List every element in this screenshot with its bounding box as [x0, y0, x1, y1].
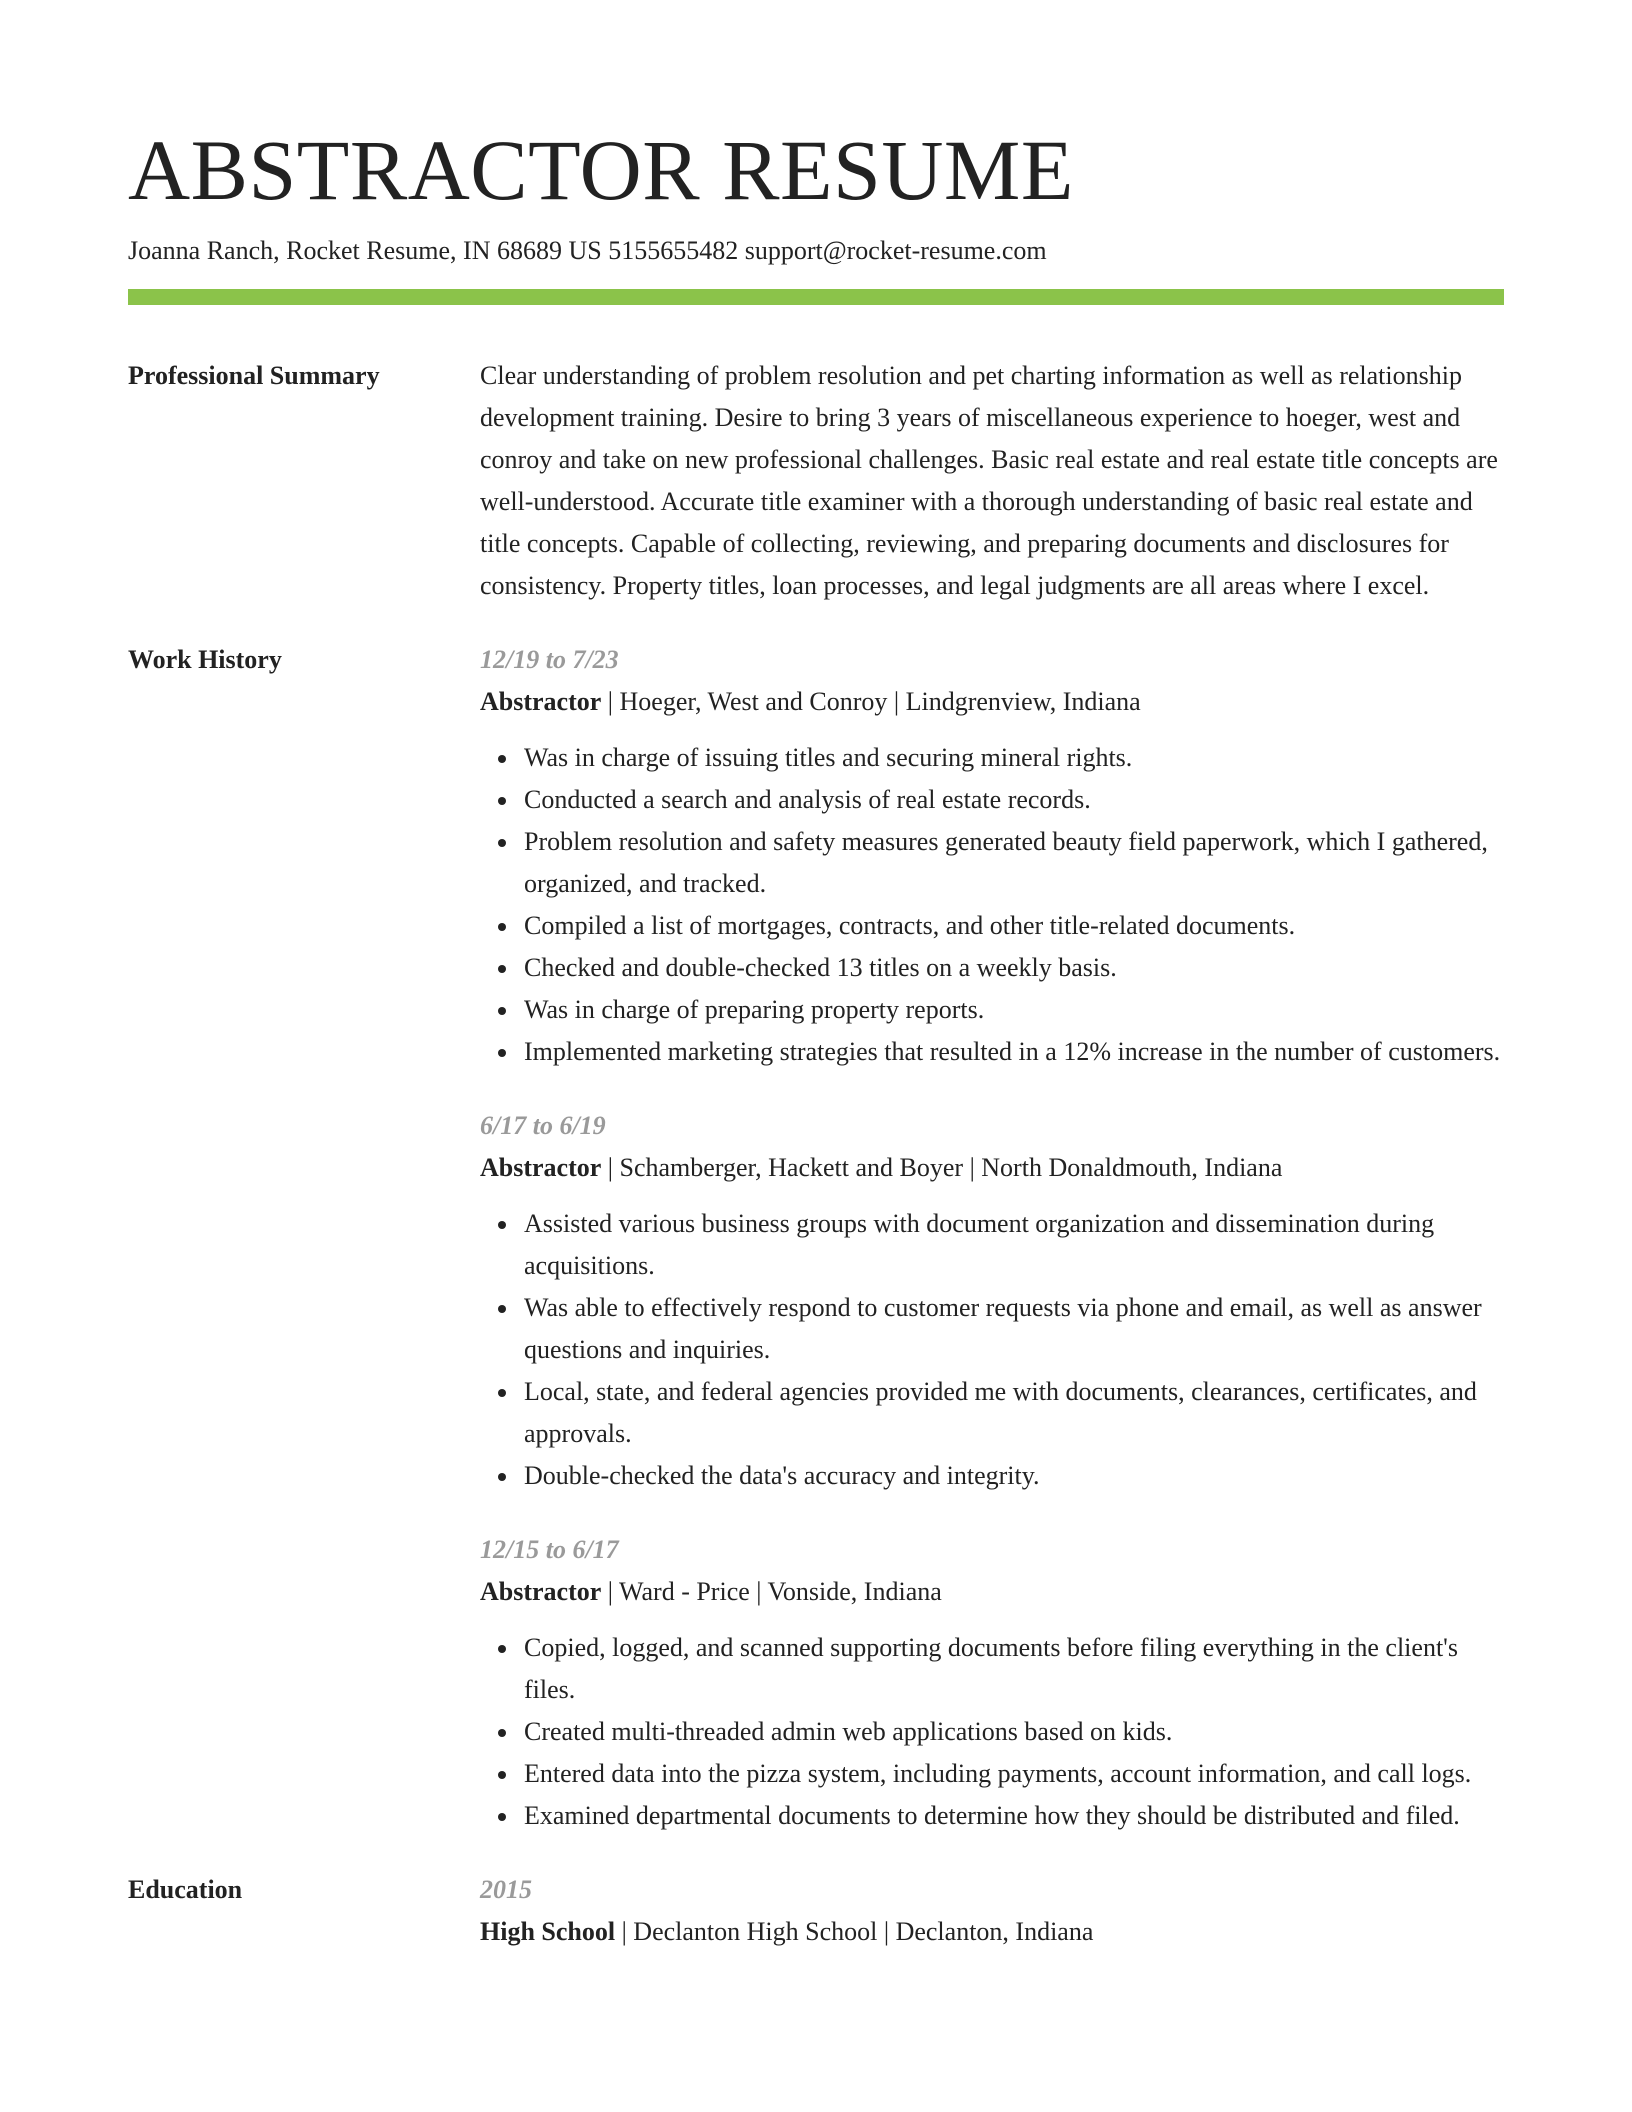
job-details: | Ward - Price | Vonside, Indiana [601, 1577, 942, 1606]
section-label: Education [128, 1875, 243, 1904]
education-details: | Declanton High School | Declanton, Indiana [615, 1917, 1094, 1946]
job-entry [480, 1529, 1504, 1837]
bullet-item: Entered data into the pizza system, including payments, account information, and call logs. [524, 1753, 1504, 1795]
education-section [128, 1869, 1504, 1953]
job-role-line [480, 681, 1504, 723]
bullet-item: Created multi-threaded admin web applications based on kids. [524, 1711, 1504, 1753]
job-details: | Hoeger, West and Conroy | Lindgrenview, Indiana [601, 687, 1141, 716]
resume-page [128, 0, 1504, 1953]
bullet-item: Assisted various business groups with document organization and dissemination during acquisitions. [524, 1203, 1504, 1287]
section-label: Work History [128, 645, 282, 674]
bullet-item: Double-checked the data's accuracy and integrity. [524, 1455, 1504, 1497]
bullet-item: Conducted a search and analysis of real estate records. [524, 779, 1504, 821]
job-bullets [480, 737, 1504, 1073]
bullet-item: Was able to effectively respond to customer requests via phone and email, as well as answer questions and inquiries. [524, 1287, 1504, 1371]
bullet-item: Checked and double-checked 13 titles on a weekly basis. [524, 947, 1504, 989]
job-details: | Schamberger, Hackett and Boyer | North Donaldmouth, Indiana [601, 1153, 1283, 1182]
section-label: Professional Summary [128, 361, 380, 390]
job-dates: 6/17 to 6/19 [480, 1111, 606, 1140]
header-divider [128, 289, 1504, 305]
job-dates: 12/15 to 6/17 [480, 1535, 619, 1564]
job-entry [480, 1105, 1504, 1497]
job-title: Abstractor [480, 687, 602, 716]
job-title: Abstractor [480, 1577, 602, 1606]
job-dates: 12/19 to 7/23 [480, 645, 619, 674]
bullet-item: Compiled a list of mortgages, contracts, and other title-related documents. [524, 905, 1504, 947]
job-title: Abstractor [480, 1153, 602, 1182]
education-degree: High School [480, 1917, 616, 1946]
bullet-item: Examined departmental documents to determine how they should be distributed and filed. [524, 1795, 1504, 1837]
resume-title: ABSTRACTOR RESUME [128, 122, 1074, 218]
bullet-item: Was in charge of issuing titles and securing mineral rights. [524, 737, 1504, 779]
bullet-item: Implemented marketing strategies that resulted in a 12% increase in the number of customers. [524, 1031, 1504, 1073]
work-history-section [128, 639, 1504, 1837]
education-year: 2015 [480, 1875, 532, 1904]
job-entry [480, 639, 1504, 1073]
job-role-line [480, 1147, 1504, 1189]
bullet-item: Problem resolution and safety measures generated beauty field paperwork, which I gathered, organized, and tracked. [524, 821, 1504, 905]
job-bullets [480, 1627, 1504, 1837]
job-bullets [480, 1203, 1504, 1497]
job-role-line [480, 1571, 1504, 1613]
education-line [480, 1911, 1504, 1953]
bullet-item: Was in charge of preparing property reports. [524, 989, 1504, 1031]
summary-text: Clear understanding of problem resolution and pet charting information as well as relationship development training. Desire to bring 3 years of miscellaneous experience to hoeger, west and conroy and take on new professional challenges. Basic real estate and real estate title concepts are well-understood. Accurate title examiner with a thorough understanding of basic real estate and title concepts. Capable of collecting, reviewing, and preparing documents and disclosures for consistency. Property titles, loan processes, and legal judgments are all areas where I excel. [480, 361, 1498, 600]
professional-summary-section [128, 355, 1504, 607]
bullet-item: Copied, logged, and scanned supporting documents before filing everything in the client's files. [524, 1627, 1504, 1711]
contact-line: Joanna Ranch, Rocket Resume, IN 68689 US 5155655482 support@rocket-resume.com [128, 236, 1047, 265]
bullet-item: Local, state, and federal agencies provided me with documents, clearances, certificates, and approvals. [524, 1371, 1504, 1455]
